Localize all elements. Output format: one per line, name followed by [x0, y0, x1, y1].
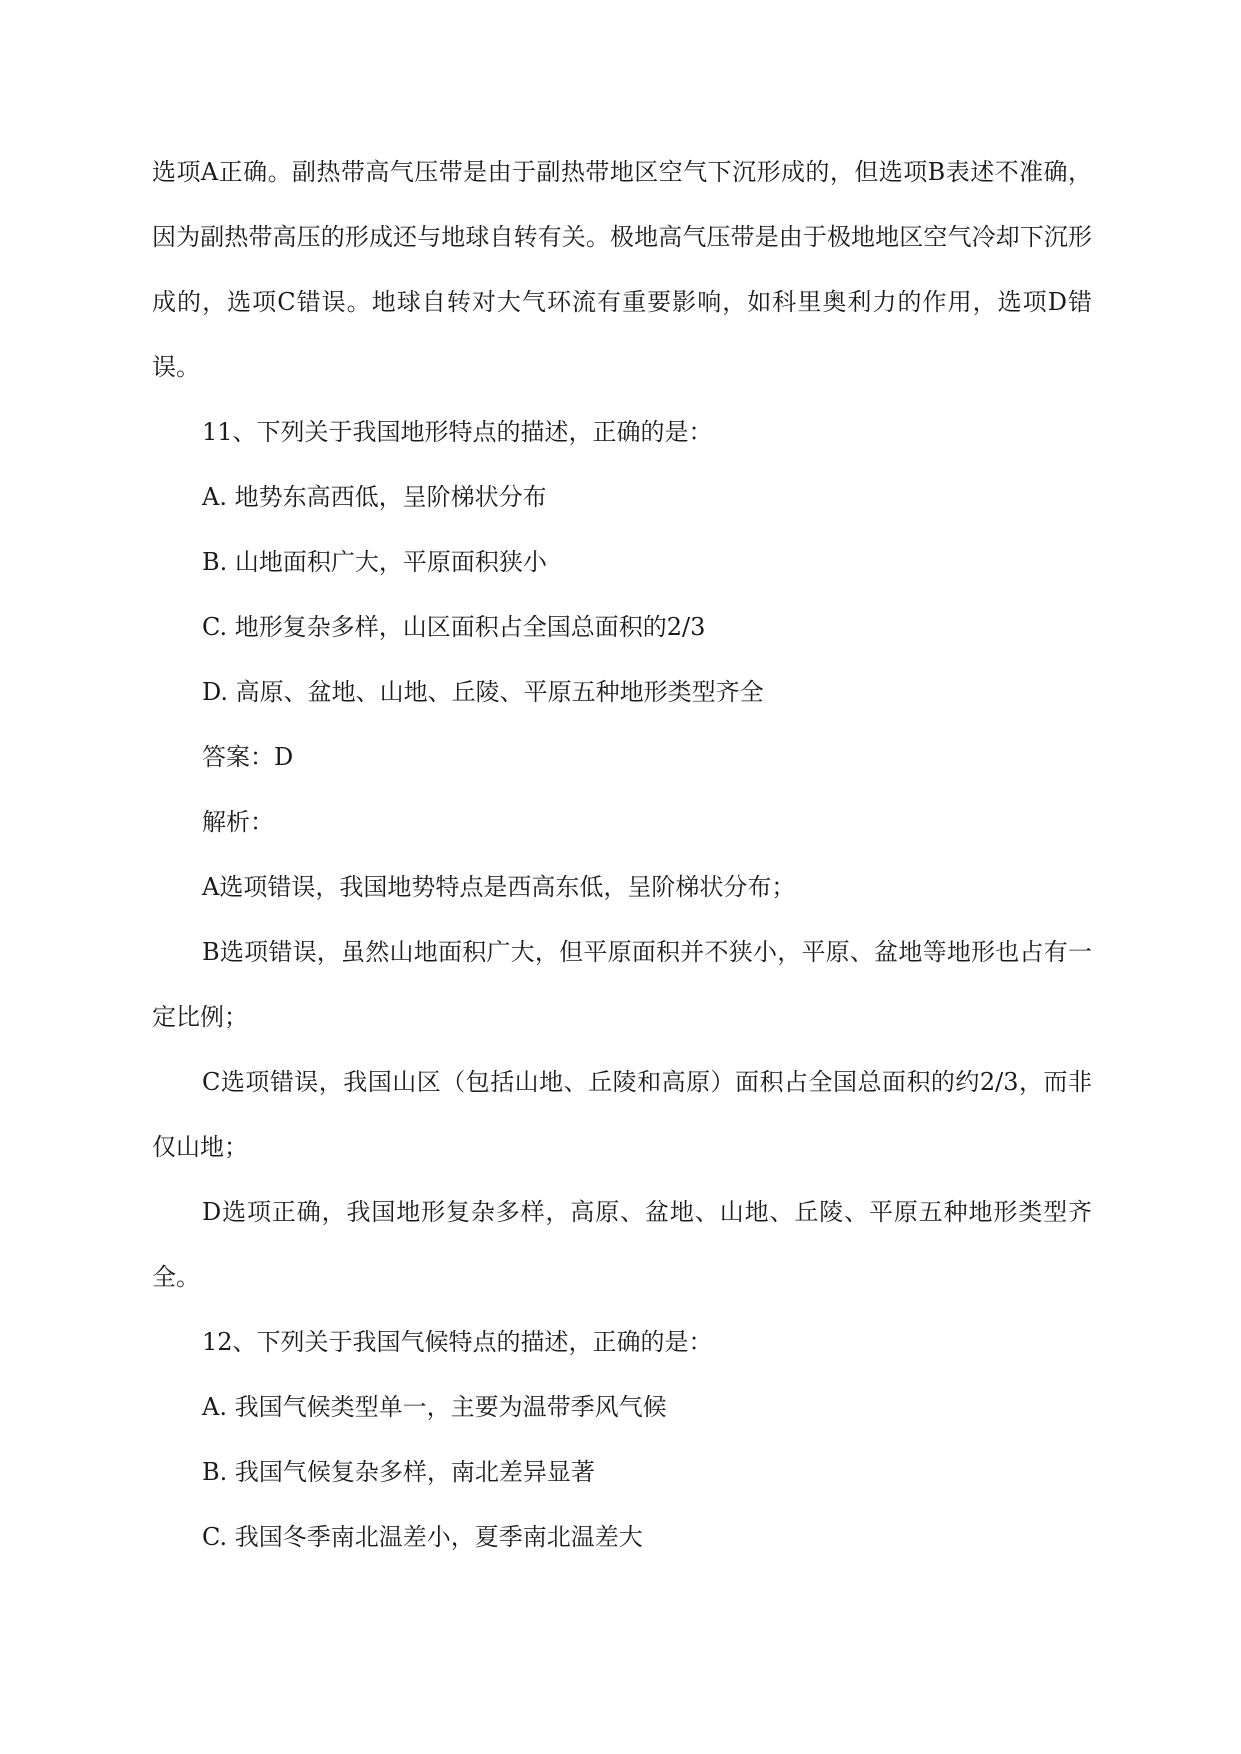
- question-11-option-d: D. 高原、盆地、山地、丘陵、平原五种地形类型齐全: [202, 678, 764, 706]
- question-11-analysis-a: A选项错误，我国地势特点是西高东低，呈阶梯状分布；: [202, 873, 796, 901]
- question-11-analysis-d: D选项正确，我国地形复杂多样，高原、盆地、山地、丘陵、平原五种地形类型齐全。: [152, 1198, 1092, 1291]
- question-11-analysis-b: B选项错误，虽然山地面积广大，但平原面积并不狭小，平原、盆地等地形也占有一定比例；: [152, 938, 1092, 1031]
- question-11-answer: 答案：D: [202, 743, 294, 771]
- question-12-option-b: B. 我国气候复杂多样，南北差异显著: [202, 1458, 595, 1486]
- question-11: 11、下列关于我国地形特点的描述，正确的是：: [202, 418, 713, 446]
- question-11-option-c: C. 地形复杂多样，山区面积占全国总面积的2/3: [202, 613, 706, 641]
- question-11-option-b: B. 山地面积广大，平原面积狭小: [202, 548, 547, 576]
- question-11-option-a: A. 地势东高西低，呈阶梯状分布: [202, 483, 547, 511]
- question-11-analysis-heading: 解析：: [202, 808, 274, 836]
- question-12-option-a: A. 我国气候类型单一，主要为温带季风气候: [202, 1393, 667, 1421]
- document-page: [152, 140, 1092, 1570]
- question-12: 12、下列关于我国气候特点的描述，正确的是：: [202, 1328, 713, 1356]
- question-12-option-c: C. 我国冬季南北温差小，夏季南北温差大: [202, 1523, 643, 1551]
- question-11-analysis-c: C选项错误，我国山区（包括山地、丘陵和高原）面积占全国总面积的约2/3，而非仅山地；: [152, 1068, 1092, 1161]
- paragraph-q10-explanation-continued: 选项A正确。副热带高气压带是由于副热带地区空气下沉形成的，但选项B表述不准确，因为副热带高压的形成还与地球自转有关。极地高气压带是由于极地地区空气冷却下沉形成的，选项C错误。地球自转对大气环流有重要影响，如科里奥利力的作用，选项D错误。: [152, 158, 1092, 381]
